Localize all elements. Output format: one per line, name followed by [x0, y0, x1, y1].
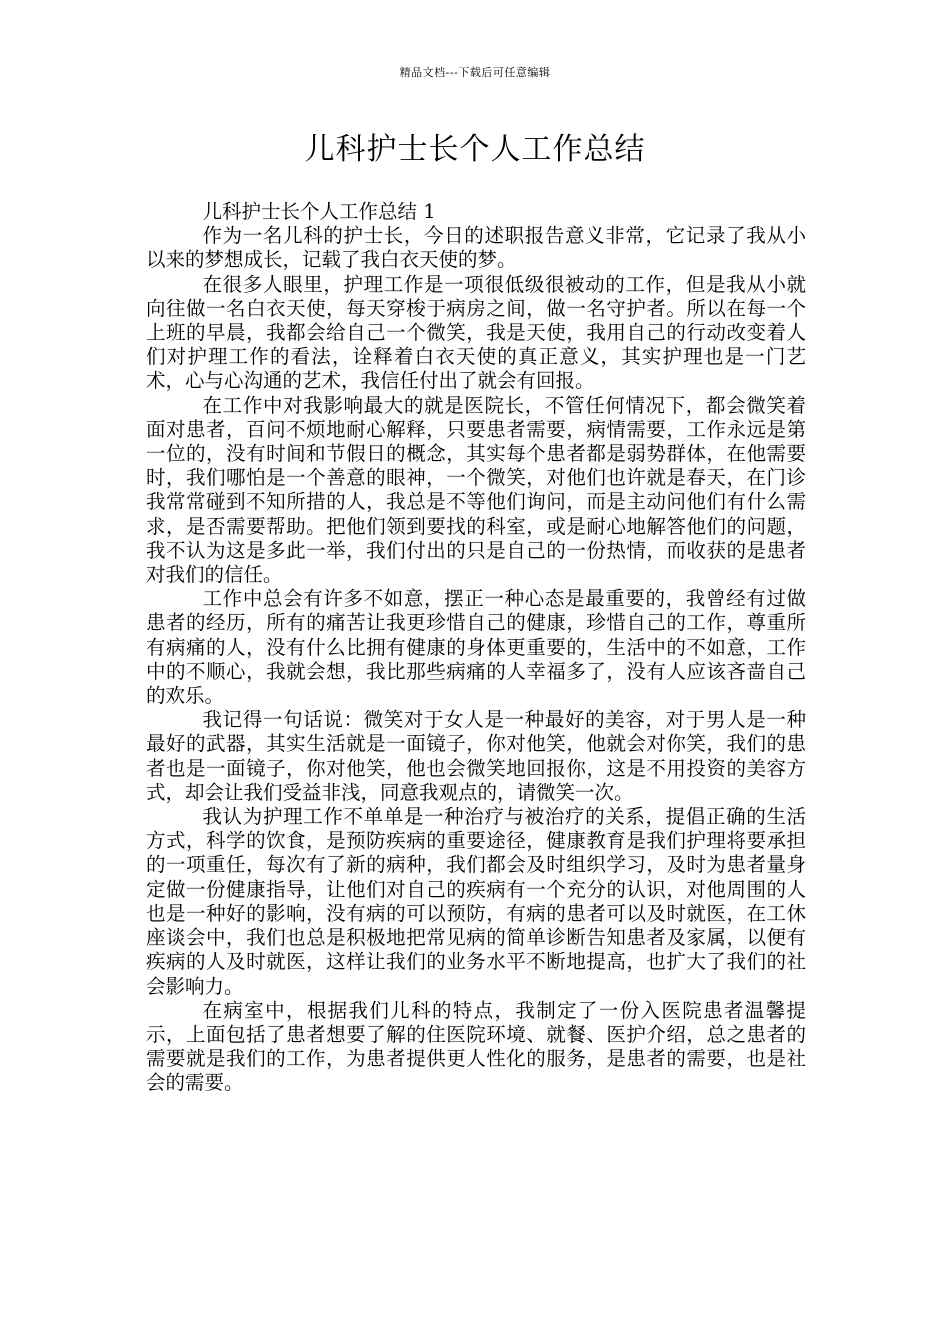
- paragraph-6: 我认为护理工作不单单是一种治疗与被治疗的关系，提倡正确的生活方式，科学的饮食，是预防疾病的重要途径，健康教育是我们护理将要承担的一项重任，每次有了新的病种，我们都会及时组织学习，及时为患者量身定做一份健康指导，让他们对自己的疾病有一个充分的认识，对他周围的人也是一种好的影响，没有病的可以预防，有病的患者可以及时就医，在工休座谈会中，我们也总是积极地把常见病的简单诊断告知患者及家属，以便有疾病的人及时就医，这样让我们的业务水平不断地提高，也扩大了我们的社会影响力。: [146, 805, 806, 998]
- header-note: 精品文档---下载后可任意编辑: [399, 66, 551, 79]
- paragraph-5: 我记得一句话说：微笑对于女人是一种最好的美容，对于男人是一种最好的武器，其实生活就是一面镜子，你对他笑，他就会对你笑，我们的患者也是一面镜子，你对他笑，他也会微笑地回报你，这是不用投资的美容方式，却会让我们受益非浅，同意我观点的，请微笑一次。: [146, 708, 806, 804]
- paragraph-7: 在病室中，根据我们儿科的特点，我制定了一份入医院患者温馨提示，上面包括了患者想要了解的住医院环境、就餐、医护介绍，总之患者的需要就是我们的工作，为患者提供更人性化的服务，是患者的需要，也是社会的需要。: [146, 998, 806, 1095]
- document-body: [146, 200, 806, 1096]
- document-title: 儿科护士长个人工作总结: [304, 132, 646, 167]
- paragraph-2: 在很多人眼里，护理工作是一项很低级很被动的工作，但是我从小就向往做一名白衣天使，每天穿梭于病房之间，做一名守护者。所以在每一个上班的早晨，我都会给自己一个微笑，我是天使，我用自己的行动改变着人们对护理工作的看法，诠释着白衣天使的真正意义，其实护理也是一门艺术，心与心沟通的艺术，我信任付出了就会有回报。: [146, 272, 806, 393]
- paragraph-1: 作为一名儿科的护士长，今日的述职报告意义非常，它记录了我从小以来的梦想成长，记载了我白衣天使的梦。: [146, 224, 806, 272]
- paragraph-3: 在工作中对我影响最大的就是医院长，不管任何情况下，都会微笑着面对患者，百问不烦地耐心解释，只要患者需要，病情需要，工作永远是第一位的，没有时间和节假日的概念，其实每个患者都是弱势群体，在他需要时，我们哪怕是一个善意的眼神，一个微笑，对他们也许就是春天，在门诊我常常碰到不知所措的人，我总是不等他们询问，而是主动问他们有什么需求，是否需要帮助。把他们领到要找的科室，或是耐心地解答他们的问题，我不认为这是多此一举，我们付出的只是自己的一份热情，而收获的是患者对我们的信任。: [146, 393, 806, 587]
- paragraph-4: 工作中总会有许多不如意，摆正一种心态是最重要的，我曾经有过做患者的经历，所有的痛苦让我更珍惜自己的健康，珍惜自己的工作，尊重所有病痛的人，没有什么比拥有健康的身体更重要的，生活中的不如意，工作中的不顺心，我就会想，我比那些病痛的人幸福多了，没有人应该吝啬自己的欢乐。: [146, 587, 806, 708]
- section-subheading: 儿科护士长个人工作总结 1: [202, 200, 436, 223]
